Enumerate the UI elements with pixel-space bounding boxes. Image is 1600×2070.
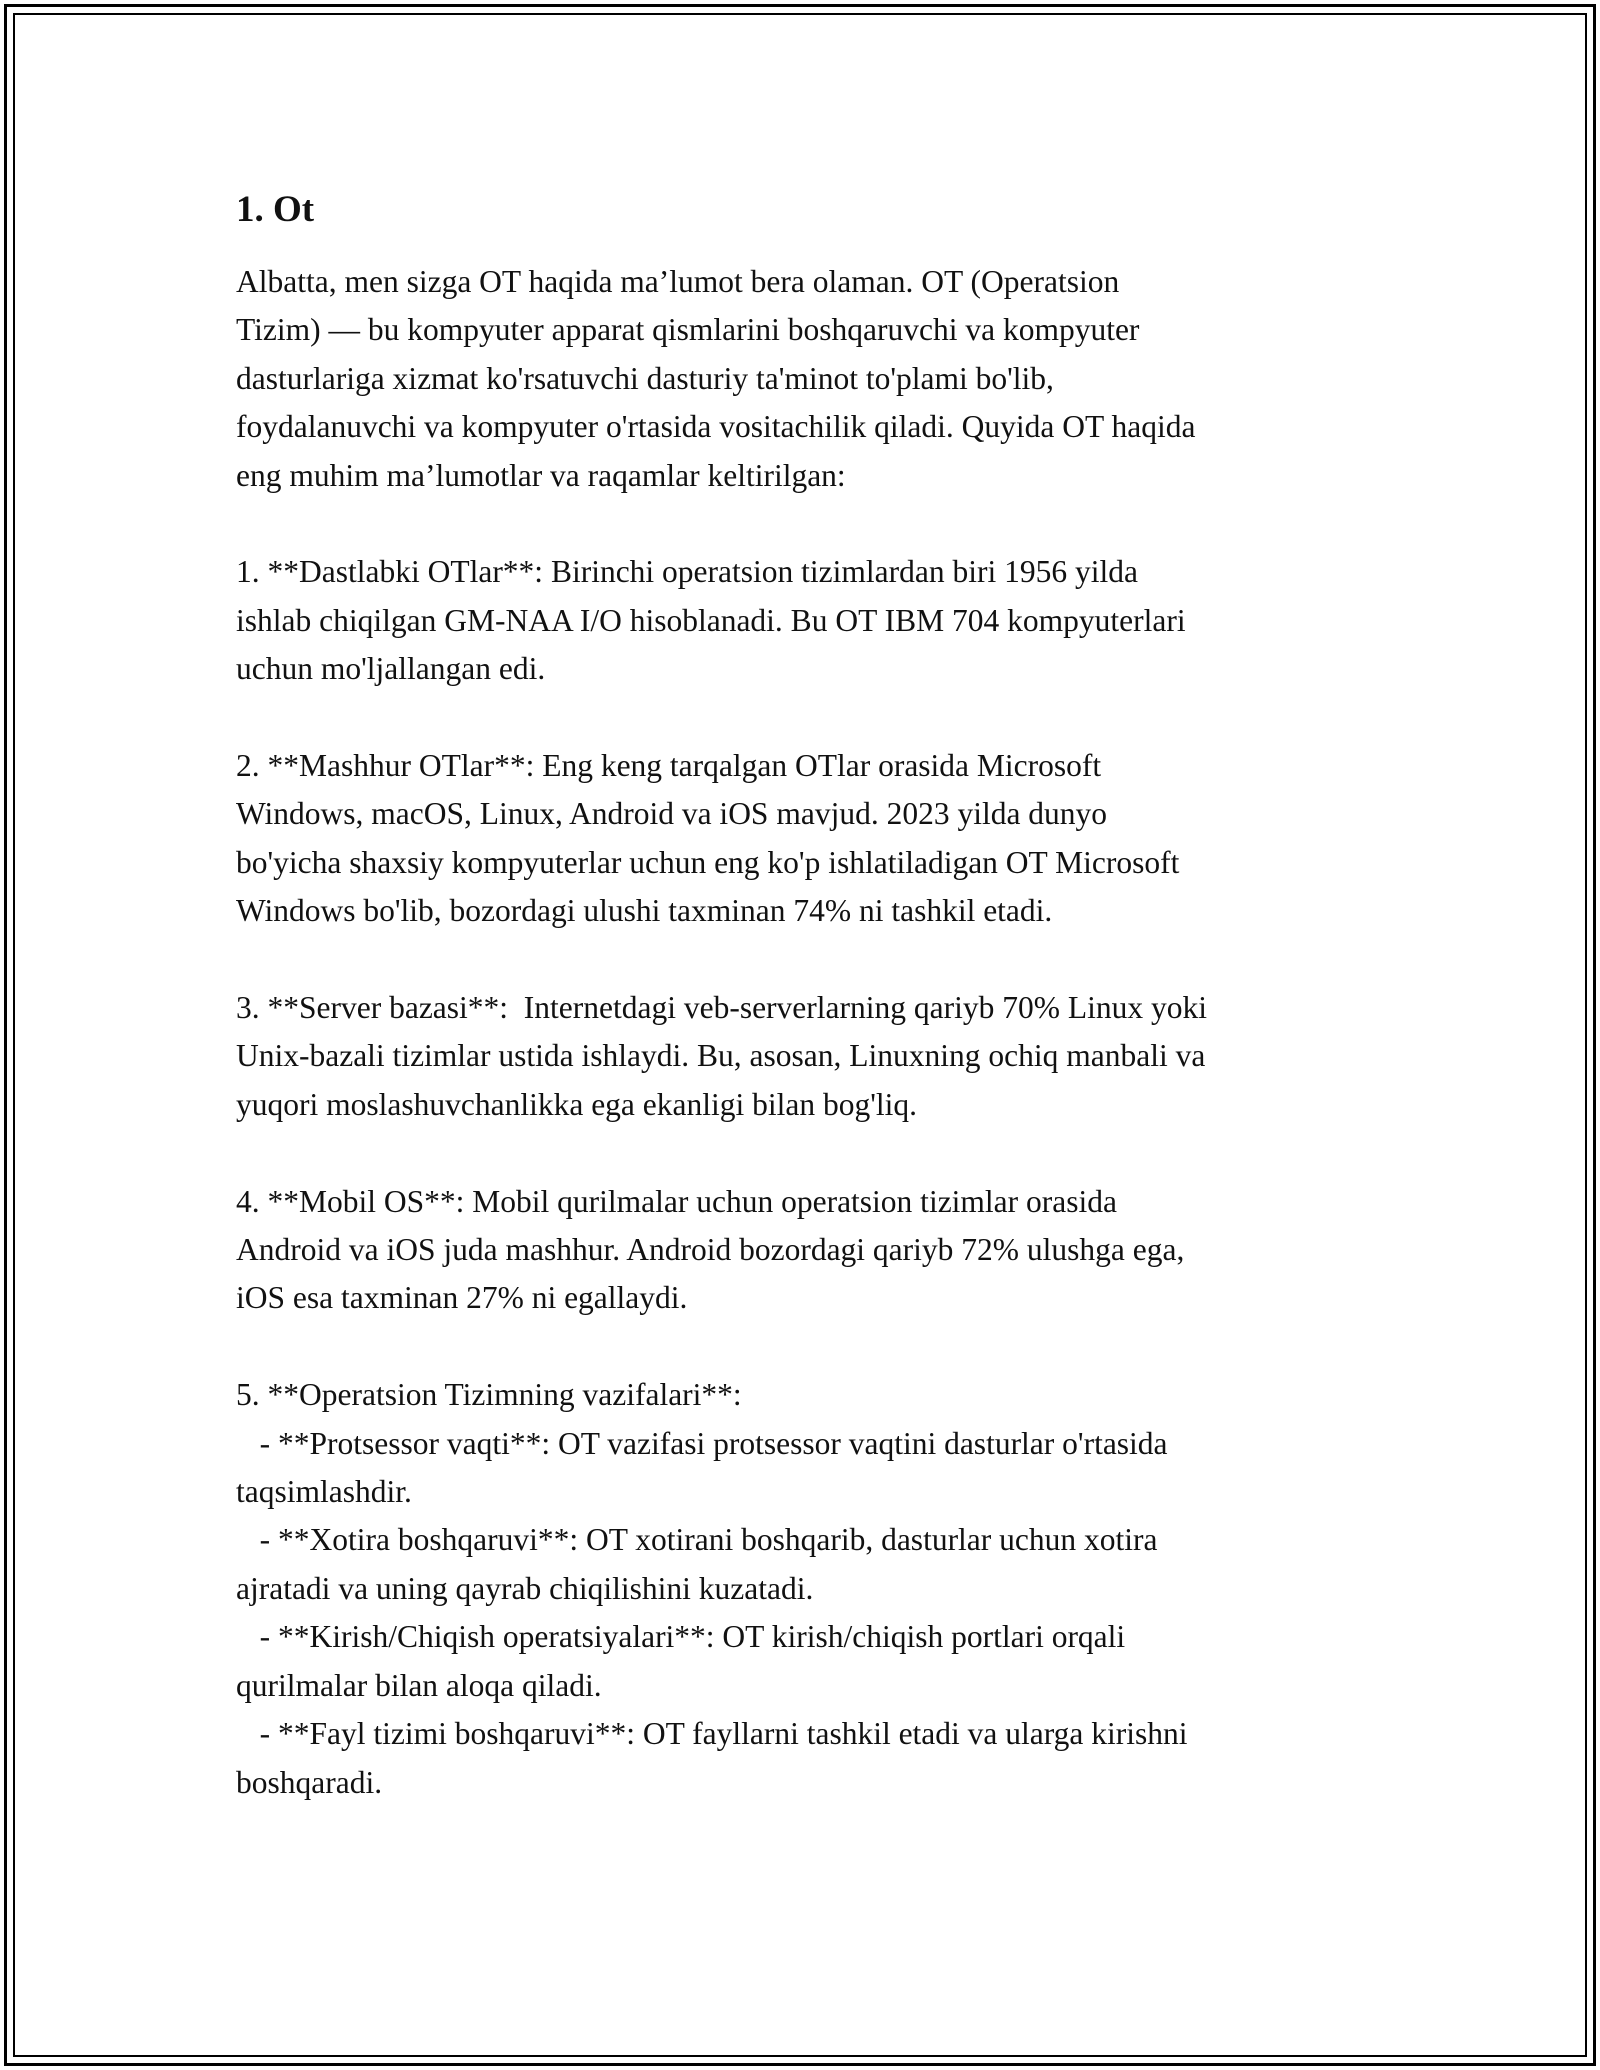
item-early-os-paragraph: 1. **Dastlabki OTlar**: Birinchi operatsion tizimlardan biri 1956 yilda ishlab chiqilgan GM-NAA I/O hisoblanadi. Bu OT IBM 704 kompyuterlari uchun mo'ljallangan edi.	[236, 554, 1186, 687]
item-popular-os-paragraph: 2. **Mashhur OTlar**: Eng keng tarqalgan OTlar orasida Microsoft Windows, macOS, Linux, Android va iOS mavjud. 2023 yilda dunyo bo'yicha shaxsiy kompyuterlar uchun eng ko'p ishlatiladigan OT Microsoft Windows bo'lib, bozordagi ulushi taxminan 74% ni tashkil etadi.	[236, 748, 1180, 929]
paragraph-spacer	[236, 500, 1416, 548]
intro-paragraph: Albatta, men sizga OT haqida ma’lumot bera olaman. OT (Operatsion Tizim) — bu kompyuter apparat qismlarini boshqaruvchi va kompyuter dasturlariga xizmat ko'rsatuvchi dasturiy ta'minot to'plami bo'lib, foydalanuvchi va kompyuter o'rtasida vositachilik qiladi. Quyida OT haqida eng muhim ma’lumotlar va raqamlar keltirilgan:	[236, 264, 1196, 493]
document-title: 1. Ot	[236, 189, 315, 230]
paragraph-spacer	[236, 1129, 1416, 1177]
paragraph-spacer	[236, 936, 1416, 984]
paragraph-spacer	[236, 694, 1416, 742]
item-os-functions-paragraph: 5. **Operatsion Tizimning vazifalari**: - **Protsessor vaqti**: OT vazifasi protsessor vaqtini dasturlar o'rtasida taqsimlashdir. - **Xotira boshqaruvi**: OT xotirani boshqarib, dasturlar uchun xotira ajratadi va uning qayrab chiqilishini kuzatadi. - **Kirish/Chiqish operatsiyalari**: OT kirish/chiqish portlari orqali qurilmalar bilan aloqa qiladi. - **Fayl tizimi boshqaruvi**: OT fayllarni tashkil etadi va ularga kirishni boshqaradi.	[236, 1377, 1188, 1800]
item-server-base-paragraph: 3. **Server bazasi**: Internetdagi veb-serverlarning qariyb 70% Linux yoki Unix-bazali tizimlar ustida ishlaydi. Bu, asosan, Linuxning ochiq manbali va yuqori moslashuvchanlikka ega ekanligi bilan bog'liq.	[236, 990, 1207, 1122]
document-body	[236, 186, 1416, 1807]
item-mobile-os-paragraph: 4. **Mobil OS**: Mobil qurilmalar uchun operatsion tizimlar orasida Android va iOS juda mashhur. Android bozordagi qariyb 72% ulushga ega, iOS esa taxminan 27% ni egallaydi.	[236, 1183, 1185, 1316]
paragraph-spacer	[236, 1323, 1416, 1371]
